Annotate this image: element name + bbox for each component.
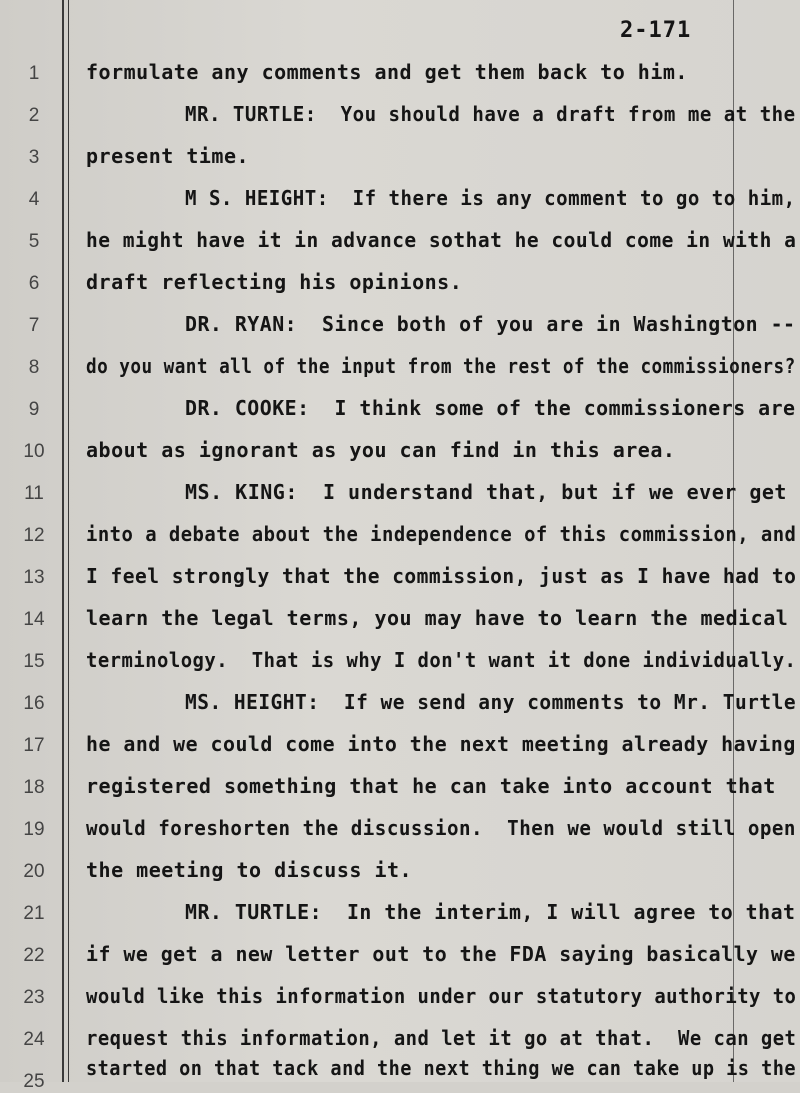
line-number: 15: [23, 651, 45, 672]
line-number: 21: [23, 903, 45, 924]
transcript-line: I feel strongly that the commission, just as I have had to: [86, 564, 797, 588]
transcript-line: into a debate about the independence of this commission, and: [86, 522, 797, 546]
line-number: 1: [28, 63, 40, 84]
transcript-line: learn the legal terms, you may have to learn the medical: [86, 606, 789, 630]
transcript-line: he might have it in advance sothat he could come in with a: [86, 228, 797, 252]
transcript-line: formulate any comments and get them back to him.: [86, 60, 688, 84]
line-number: 19: [23, 819, 45, 840]
line-number: 18: [23, 777, 45, 798]
transcript-line: do you want all of the input from the rest of the commissioners?: [86, 354, 796, 378]
transcript-line: M S. HEIGHT: If there is any comment to go to him,: [185, 186, 796, 210]
transcript-line: present time.: [86, 144, 250, 168]
transcript-line: MR. TURTLE: In the interim, I will agree to that: [185, 900, 796, 924]
line-number: 4: [28, 189, 40, 210]
line-number: 14: [23, 609, 45, 630]
line-number: 25: [23, 1071, 45, 1092]
left-margin-rule-inner: [68, 0, 69, 1082]
transcript-line: he and we could come into the next meeting already having: [86, 732, 796, 756]
transcript-line: would foreshorten the discussion. Then we would still open: [86, 816, 796, 840]
transcript-line: MS. KING: I understand that, but if we ever get: [185, 480, 787, 504]
transcript-line: DR. COOKE: I think some of the commissioners are: [185, 396, 796, 420]
transcript-line: about as ignorant as you can find in this area.: [86, 438, 676, 462]
line-number: 8: [28, 357, 40, 378]
transcript-line: if we get a new letter out to the FDA saying basically we: [86, 942, 796, 966]
line-number: 24: [23, 1029, 45, 1050]
transcript-line: MS. HEIGHT: If we send any comments to Mr. Turtle: [185, 690, 797, 714]
transcript-line: MR. TURTLE: You should have a draft from me at the: [185, 102, 796, 126]
transcript-line: registered something that he can take into account that: [86, 774, 776, 798]
left-margin-rule: [62, 0, 64, 1082]
line-number: 16: [23, 693, 45, 714]
line-number: 7: [28, 315, 40, 336]
transcript-line: terminology. That is why I don't want it done individually.: [86, 648, 797, 672]
line-number: 13: [23, 567, 45, 588]
line-number: 6: [28, 273, 40, 294]
line-number: 17: [23, 735, 45, 756]
line-number: 11: [24, 483, 44, 504]
transcript-line: draft reflecting his opinions.: [86, 270, 463, 294]
line-number: 20: [23, 861, 45, 882]
transcript-line: the meeting to discuss it.: [86, 858, 413, 882]
transcript-line: request this information, and let it go at that. We can get: [86, 1026, 797, 1050]
page-number: 2-171: [620, 18, 692, 43]
transcript-line: started on that tack and the next thing we can take up is the: [86, 1056, 797, 1080]
line-number: 23: [23, 987, 45, 1008]
line-number: 10: [23, 441, 45, 462]
line-number: 5: [28, 231, 40, 252]
transcript-line: would like this information under our statutory authority to: [86, 984, 797, 1008]
line-number: 2: [28, 105, 40, 126]
transcript-line: DR. RYAN: Since both of you are in Washington --: [185, 312, 796, 336]
line-number: 3: [28, 147, 40, 168]
line-number: 9: [28, 399, 40, 420]
line-number: 12: [23, 525, 45, 546]
line-number: 22: [23, 945, 45, 966]
